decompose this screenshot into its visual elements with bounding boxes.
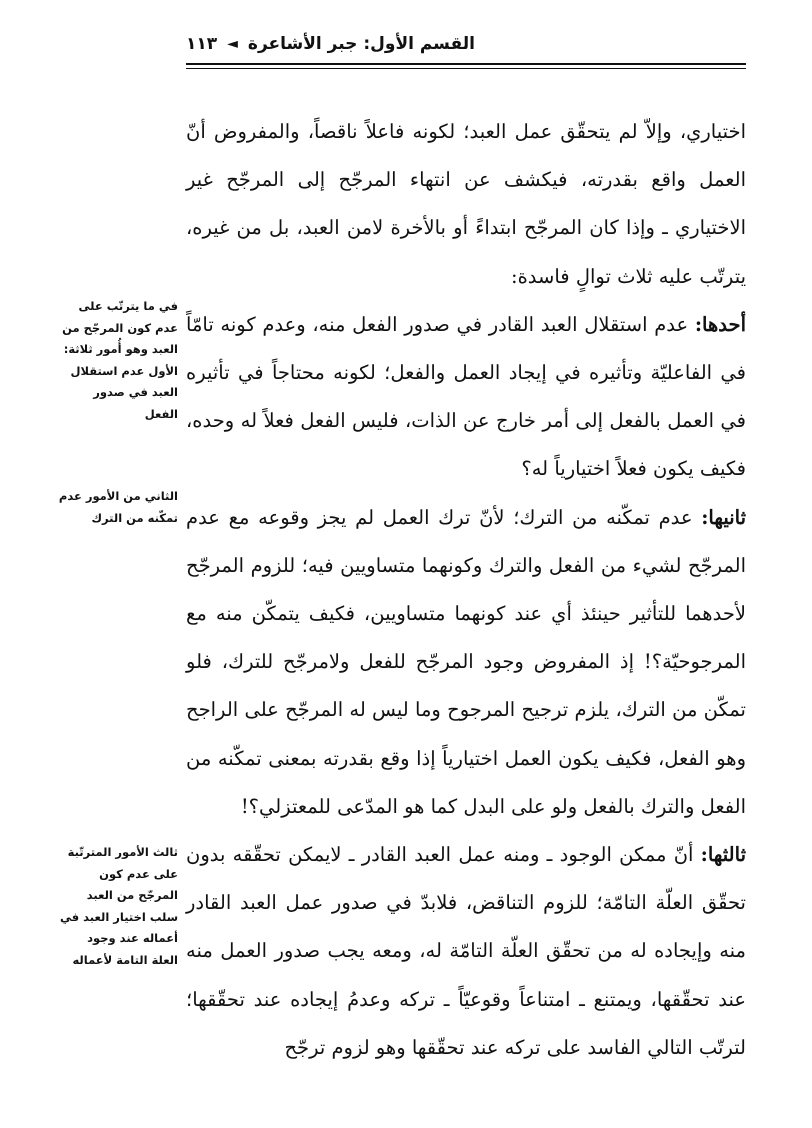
margin-note-1: في ما يترتّب على عدم كون المرجّح من العبد وهو أُمور ثلاثة: الأول عدم استقلال العبد في صدور الفعل: [62, 299, 178, 421]
paragraph-first-text: عدم استقلال العبد القادر في صدور الفعل منه، وعدم كونه تامّاً في الفاعليّة وتأثيره في إيجاد العمل والفعل؛ لكونه محتاجاً في تأثيره في العمل بالفعل إلى أمر خارج عن الذات، فليس الفعل فعلاً له وحده، فكيف يكون فعلاً اختيارياً له؟: [186, 312, 746, 481]
paragraph-first-lead: أحدها:: [694, 312, 746, 336]
header-rule-thick: [186, 63, 746, 65]
main-text: [186, 108, 746, 1072]
header-arrow-icon: ◄: [227, 36, 238, 52]
paragraph-third-text: أنّ ممكن الوجود ـ ومنه عمل العبد القادر ـ لايمكن تحقّقه بدون تحقّق العلّة التامّة؛ للزوم التناقض، فلابدّ في صدور عمل العبد القادر منه وإيجاده له من تحقّق العلّة التامّة له، ومعه يجب صدور العمل منه عند تحقّقها، ويمتنع ـ امتناعاً وقوعيّاً ـ تركه وعدمُ إيجاده عند تحقّقها؛ لترتّب التالي الفاسد على تركه عند تحقّقها وهو لزوم ترجّح: [186, 843, 746, 1059]
margin-note-3: ثالث الأمور المترتّبة على عدم كون المرجّح من العبد سلب اختيار العبد في أعماله عند وجود العلة التامة لأعماله: [60, 845, 178, 967]
running-header: [186, 30, 746, 58]
page-number: ١١٣: [186, 34, 218, 54]
paragraph-first: [186, 301, 746, 494]
paragraph-third: [186, 831, 746, 1072]
paragraph-second-text: عدم تمكّنه من الترك؛ لأنّ ترك العمل لم يجز وقوعه مع عدم المرجّح لشيء من الفعل والترك وكونهما متساويين فيه؛ للزوم المرجّح لأحدهما للتأثير حينئذ أي عند كونهما متساويين، فكيف يتمكّن منه مع المرجوحيّة؟! إذ المفروض وجود المرجّح للفعل ولامرجّح للترك، فلو تمكّن من الترك، يلزم ترجيح المرجوح وما ليس له المرجّح على الراجح وهو الفعل، فكيف يكون العمل اختيارياً إذا وقع بقدرته بمعنى تمكّنه من الفعل والترك بالفعل ولو على البدل كما هو المدّعى للمعتزلي؟!: [186, 505, 746, 818]
paragraph-second-lead: ثانيها:: [701, 505, 746, 529]
header-rule-thin: [186, 68, 746, 69]
paragraph-third-lead: ثالثها:: [700, 843, 746, 867]
paragraph-intro: اختياري، وإلاّ لم يتحقّق عمل العبد؛ لكونه فاعلاً ناقصاً، والمفروض أنّ العمل واقع بقدرته، فيكشف عن انتهاء المرجّح إلى المرجّح غير الاختياري ـ وإذا كان المرجّح ابتداءً أو بالأخرة لامن العبد، بل من غيره، يترتّب عليه ثلاث توالٍ فاسدة:: [186, 120, 746, 288]
paragraph-second: [186, 494, 746, 831]
header-title: القسم الأول: جبر الأشاعرة: [247, 34, 475, 54]
margin-note-2: الثاني من الأمور عدم تمكّنه من الترك: [58, 489, 178, 525]
